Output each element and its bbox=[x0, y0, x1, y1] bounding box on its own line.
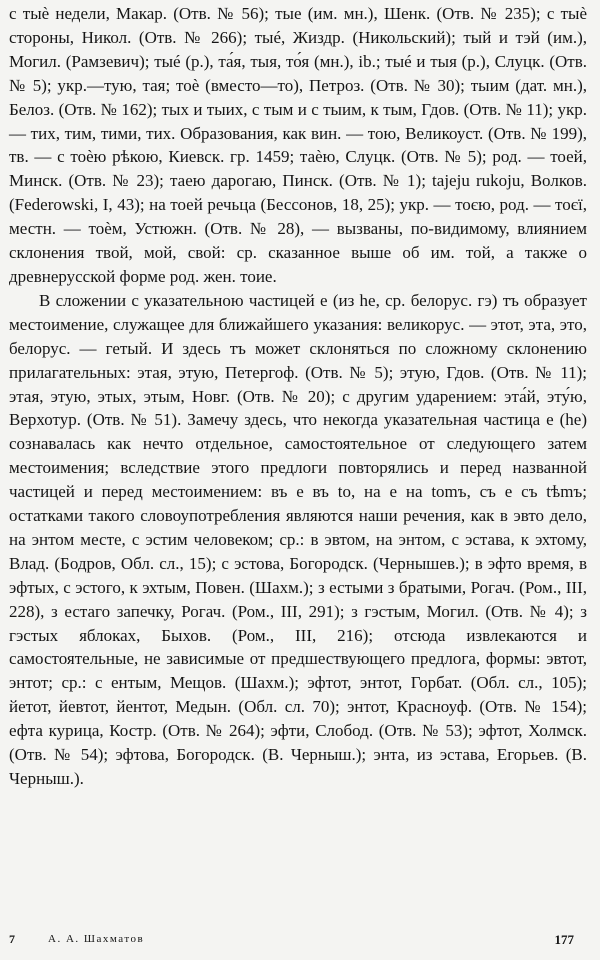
signature-mark: 7 bbox=[9, 932, 15, 946]
body-text bbox=[9, 2, 587, 791]
page-number: 177 bbox=[554, 932, 574, 947]
page-footer bbox=[0, 928, 600, 950]
paragraph-1: с тыѐ недели, Макар. (Отв. № 56); тые (им. мн.), Шенк. (Отв. № 235); с тыѐ стороны, Никол. (Отв. № 266); тыé, Жиздр. (Никольский); тый и тэй (им.), Могил. (Рамзевич); тыé (р.), та́я, тыя, то́я (мн.), ib.; тыé и тыя (р.), Слуцк. (Отв. № 5); укр.—тую, тая; тоѐ (вместо—то), Петроз. (Отв. № 30); тыим (дат. мн.), Белоз. (Отв. № 162); тых и тыих, с тым и с тыим, к тым, Гдов. (Отв. № 11); укр. — тих, тим, тими, тих. Образования, как вин. — тою, Великоуст. (Отв. № 199), тв. — с тоѐю рѣкою, Киевск. гр. 1459; таѐю, Слуцк. (Отв. № 5); род. — тоей, Минск. (Отв. № 23); таею дарогаю, Пинск. (Отв. № 1); tajeju rukoju, Волков. (Federowski, I, 43); на тоей речьца (Бессонов, 18, 25); укр. — тоєю, род. — тоєї, местн. — тоѐм, Устюжн. (Отв. № 28), — вызваны, по-видимому, влиянием склонения твой, мой, свой: ср. сказанное выше об им. той, а также о древнерусской форме род. жен. тоие. bbox=[9, 4, 587, 286]
author-name: А. А. Шахматов bbox=[48, 933, 145, 945]
paragraph-2: В сложении с указательною частицей е (из he, ср. белорус. гэ) тъ образует местоимение, служащее для ближайшего указания: великорус. — этот, эта, это, белорус. — гетый. И здесь тъ может склоняться по сложному склонению прилагательных: этая, этую, Петергоф. (Отв. № 5); этую, Гдов. (Отв. № 11); этая, этую, этых, этым, Новг. (Отв. № 20); с другим ударением: эта́й, эту́ю, Верхотур. (Отв. № 51). Замечу здесь, что некогда указательная частица е (he) сознавалась как нечто отдельное, самостоятельное от следующего затем местоимения; вследствие этого предлоги повторялись и перед названной частицей и перед местоимением: въ е въ to, на е на tomъ, съ е съ tѣmъ; остатками такого словоупотребления являются наши речения, как в эвто дело, на энтом месте, с эстим человеком; ср.: в эвтом, на энтом, с эстава, к эхтому, Влад. (Бодров, Обл. сл., 15); с эстова, Богородск. (Чернышев.); в эфто время, в эфтых, с эстого, к эхтым, Повен. (Шахм.); з естыми з братыми, Рогач. (Ром., III, 228), з естаго запечку, Рогач. (Ром., III, 291); з гэстым, Могил. (Отв. № 4); з гэстых яблоках, Быхов. (Ром., III, 216); отсюда извлекаются и самостоятельные, не зависимые от предшествующего предлога, формы: эвтот, энтот; ср.: с ентым, Мещов. (Шахм.); эфтот, энтот, Горбат. (Обл. сл., 105); йетот, йевтот, йентот, Медын. (Обл. сл. 70); энтот, Красноуф. (Отв. № 154); ефта курица, Костр. (Отв. № 264); эфти, Слобод. (Отв. № 53); эфтот, Холмск. (Отв. № 54); эфтова, Богородск. (В. Черныш.); энта, из эстава, Егорьев. (В. Черныш.). bbox=[9, 290, 587, 788]
